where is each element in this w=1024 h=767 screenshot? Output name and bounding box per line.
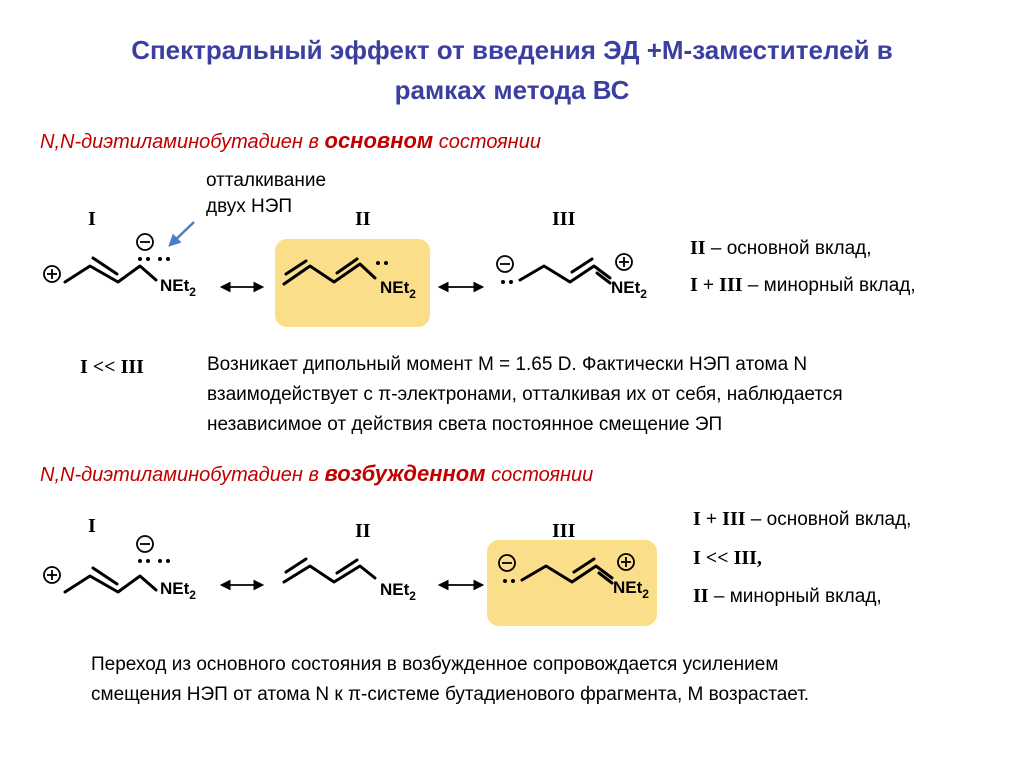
heading-emphasis: возбужденном	[324, 461, 486, 486]
net2-label-2: NEt$_2$	[380, 580, 416, 603]
heading-suffix: состоянии	[485, 464, 594, 486]
desc-line-1: Возникает дипольный момент M = 1.65 D. Фактически НЭП атома N	[207, 354, 808, 375]
contrib-roman-1: I + III	[693, 508, 746, 530]
plus-charge-icon	[618, 554, 634, 570]
struct-label-3: III	[552, 208, 576, 230]
heading-emphasis: основном	[324, 128, 434, 153]
net2-label-3: NEt$_2$	[611, 278, 647, 301]
annotation-line-1: отталкивание	[206, 170, 327, 191]
desc-line-2: взаимодействует с π-электронами, отталкивая их от себя, наблюдается	[207, 384, 843, 405]
contrib-comparison: I << III,	[693, 547, 762, 569]
struct-label-1: I	[88, 208, 96, 230]
contrib-text-1: – основной вклад,	[745, 509, 912, 530]
title-line-2: рамках метода ВС	[394, 75, 630, 105]
contrib-roman-3: II	[693, 585, 709, 607]
minus-charge-icon	[499, 555, 515, 571]
minus-charge-icon	[137, 536, 153, 552]
lone-pair-icon	[503, 579, 515, 583]
plus-charge-icon	[44, 567, 60, 583]
conclusion-line-1: Переход из основного состояния в возбужденное сопровождается усилением	[91, 654, 779, 675]
excited-contributions	[693, 500, 911, 616]
struct-label-2: II	[355, 520, 371, 542]
heading-prefix: N,N-диэтиламинобутадиен в	[40, 131, 325, 153]
net2-label-1: NEt$_2$	[160, 579, 196, 602]
ground-comparison: I << III	[80, 356, 144, 378]
conclusion-line-2: смещения НЭП от атома N к π-системе бутадиенового фрагмента, M возрастает.	[91, 684, 810, 705]
desc-line-3: независимое от действия света постоянное смещение ЭП	[207, 414, 723, 435]
resonance-structure-2	[284, 559, 375, 582]
contrib-text-2: – минорный вклад,	[742, 275, 916, 296]
conclusion-text	[91, 650, 809, 710]
lone-pair-icon	[138, 559, 170, 563]
resonance-structure-1	[44, 536, 170, 592]
contrib-text-1: – основной вклад,	[705, 238, 872, 259]
contrib-roman-2: I + III	[690, 274, 743, 296]
struct-label-1: I	[88, 515, 96, 537]
heading-prefix: N,N-диэтиламинобутадиен в	[40, 464, 325, 486]
struct-label-3: III	[552, 520, 576, 542]
net2-label-3: NEt$_2$	[613, 578, 649, 601]
contrib-roman-1: II	[690, 237, 706, 259]
net2-label-1: NEt$_2$	[160, 276, 196, 299]
struct-label-2: II	[355, 208, 371, 230]
net2-label-2: NEt$_2$	[380, 278, 416, 301]
heading-suffix: состоянии	[433, 131, 541, 153]
annotation-line-2: двух НЭП	[206, 196, 293, 217]
contrib-text-3: – минорный вклад,	[708, 586, 882, 607]
title-line-1: Спектральный эффект от введения ЭД +M-заместителей в	[131, 35, 893, 65]
